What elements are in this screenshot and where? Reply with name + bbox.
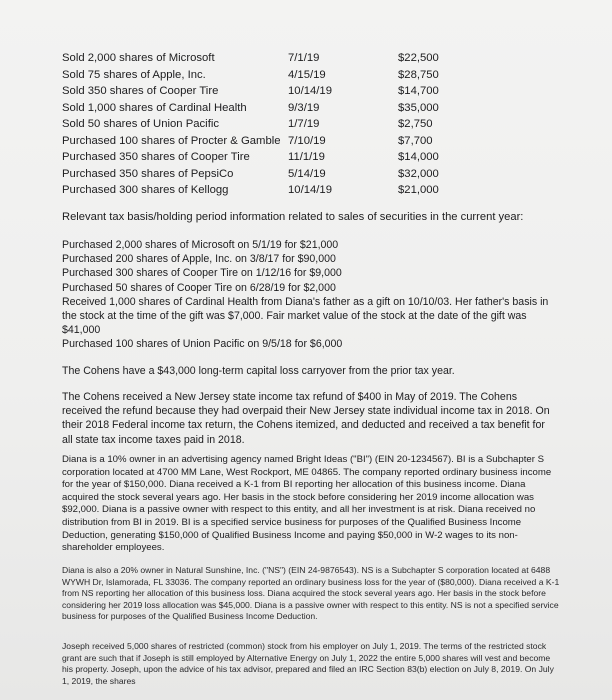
transaction-amount: $2,750 xyxy=(398,118,433,130)
transaction-amount: $7,700 xyxy=(398,134,433,147)
transaction-description: Sold 75 shares of Apple, Inc. xyxy=(62,68,206,81)
natural-sunshine-block xyxy=(62,565,562,623)
carryover-block xyxy=(62,364,552,378)
basis-line: Purchased 200 shares of Apple, Inc. on 3/8/17 for $90,000 xyxy=(62,253,336,266)
basis-heading-block xyxy=(62,210,552,224)
bright-ideas-block xyxy=(62,454,562,555)
basis-line: Received 1,000 shares of Cardinal Health from Diana's father as a gift on 10/10/03. Her father's basis in the stock at the time of the gift was $7,000. Fair market value of the stock at the date of the gift was $41,000 xyxy=(62,295,549,337)
transaction-amount: $14,700 xyxy=(398,85,439,97)
transaction-description: Purchased 350 shares of Cooper Tire xyxy=(62,151,250,163)
basis-line: Purchased 2,000 shares of Microsoft on 5/1/19 for $21,000 xyxy=(62,239,339,251)
transaction-amount: $22,500 xyxy=(398,52,439,64)
transaction-date: 9/3/19 xyxy=(288,101,320,114)
basis-heading: Relevant tax basis/holding period information related to sales of securities in the current year: xyxy=(62,211,524,223)
transaction-date: 11/1/19 xyxy=(288,151,325,163)
transaction-description: Purchased 300 shares of Kellogg xyxy=(62,184,229,196)
joseph-stock-text: Joseph received 5,000 shares of restricted (common) stock from his employer on July 1, 2019. The terms of the restricted stock grant are such that if Joseph is still employed by Alternative Energy on July 1, 2022 the entire 5,000 shares will vest and become his property. Joseph, upon the advice of his tax advisor, prepared and filed an IRC Section 83(b) election on July 8, 2019. On July 1, 2019, the shares xyxy=(62,641,554,686)
transaction-amount: $32,000 xyxy=(398,167,439,180)
transaction-description: Sold 350 shares of Cooper Tire xyxy=(62,85,219,97)
transaction-description: Sold 1,000 shares of Cardinal Health xyxy=(62,101,247,114)
transaction-date: 10/14/19 xyxy=(288,184,332,196)
transaction-date: 5/14/19 xyxy=(288,167,326,180)
transaction-date: 1/7/19 xyxy=(288,118,320,130)
transaction-amount: $21,000 xyxy=(398,184,439,196)
transaction-amount: $14,000 xyxy=(398,151,439,163)
transaction-amount: $28,750 xyxy=(398,68,439,81)
transaction-date: 10/14/19 xyxy=(288,85,332,97)
transaction-date: 4/15/19 xyxy=(288,68,326,81)
basis-list xyxy=(62,238,552,352)
carryover-text: The Cohens have a $43,000 long-term capital loss carryover from the prior tax year. xyxy=(62,365,455,377)
bright-ideas-text: Diana is a 10% owner in an advertising agency named Bright Ideas ("BI") (EIN 20-1234567). BI is a Subchapter S corporation located at 4700 MM Lane, West Rockport, ME 04865. The company reported ordinary business income for the year of $150,000. Diana received a K-1 from BI reporting her allocation of this business income. Diana acquired the stock several years ago. Her basis in the stock before considering her 2019 income allocation was $92,000. Diana is a passive owner with respect to this entity, and all her investment is at risk. Diana received no distribution from BI in 2019. BI is a specified service business for purposes of the Qualified Business Income Deduction, generating $150,000 of Qualified Business Income and paying $50,000 in W-2 wages to its non-shareholder employees. xyxy=(62,454,552,554)
transaction-description: Sold 2,000 shares of Microsoft xyxy=(62,52,215,64)
transaction-amount: $35,000 xyxy=(398,101,439,114)
transaction-description: Purchased 350 shares of PepsiCo xyxy=(62,167,234,180)
transaction-date: 7/1/19 xyxy=(288,52,320,64)
nj-refund-text: The Cohens received a New Jersey state income tax refund of $400 in May of 2019. The Cohens received the refund because they had overpaid their New Jersey state individual income tax in 2018. On their 2018 Federal income tax return, the Cohens itemized, and deducted and received a tax benefit for all state tax income taxes paid in 2018. xyxy=(62,391,550,446)
joseph-stock-block xyxy=(62,641,562,687)
basis-line: Purchased 100 shares of Union Pacific on 9/5/18 for $6,000 xyxy=(62,338,343,351)
transaction-description: Purchased 100 shares of Procter & Gamble xyxy=(62,134,281,147)
basis-line: Purchased 50 shares of Cooper Tire on 6/28/19 for $2,000 xyxy=(62,281,336,294)
transaction-date: 7/10/19 xyxy=(288,134,326,147)
transaction-description: Sold 50 shares of Union Pacific xyxy=(62,118,219,130)
nj-refund-block xyxy=(62,390,552,447)
basis-line: Purchased 300 shares of Cooper Tire on 1/12/16 for $9,000 xyxy=(62,267,342,280)
natural-sunshine-text: Diana is also a 20% owner in Natural Sunshine, Inc. ("NS") (EIN 24-9876543). NS is a Subchapter S corporation located at 6488 WYWH Dr, Islamorada, FL 33036. The company reported an ordinary business loss for the year of ($80,000). Diana received a K-1 from NS reporting her allocation of this business loss. Diana acquired the stock several years ago. Her basis in the stock before considering her 2019 loss allocation was $45,000. Diana is a passive owner with respect to this entity. NS is not a specified service business for purposes of the Qualified Business Income Deduction. xyxy=(62,565,560,622)
